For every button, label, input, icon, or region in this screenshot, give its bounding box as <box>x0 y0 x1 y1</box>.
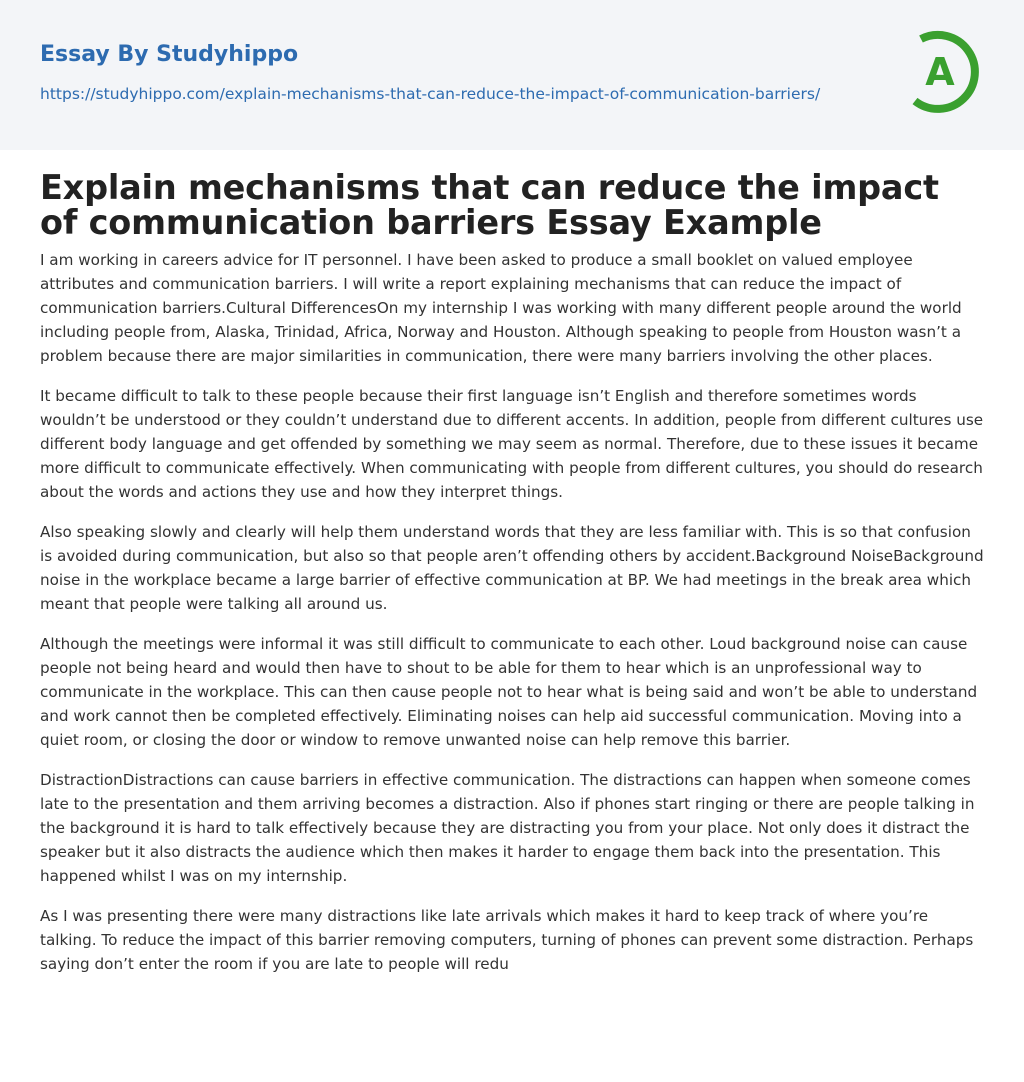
essay-paragraph: I am working in careers advice for IT personnel. I have been asked to produce a small booklet on valued employee attributes and communication barriers. I will write a report explaining mechanisms that can reduce the impact of communication barriers.Cultural DifferencesOn my internship I was working with many different people around the world including people from, Alaska, Trinidad, Africa, Norway and Houston. Although speaking to people from Houston wasn’t a problem because there are major similarities in communication, there were many barriers involving the other places. <box>40 251 962 365</box>
essay-paragraph: It became difficult to talk to these people because their first language isn’t English and therefore sometimes words wouldn’t be understood or they couldn’t understand due to different accents. In addition, people from different cultures use different body language and get offended by something we may seem as normal. Therefore, due to these issues it became more difficult to communicate effectively. When communicating with people from different cultures, you should do research about the words and actions they use and how they interpret things. <box>40 387 984 501</box>
article <box>40 170 986 992</box>
site-title[interactable]: Essay By Studyhippo <box>40 42 299 67</box>
logo-ring-icon <box>904 28 988 116</box>
essay-paragraph: DistractionDistractions can cause barriers in effective communication. The distractions can happen when someone comes late to the presentation and them arriving becomes a distraction. Also if phones start ringing or there are people talking in the background it is hard to talk effectively because they are distracting you from your place. Not only does it distract the speaker but it also distracts the audience which then makes it harder to engage them back into the presentation. This happened whilst I was on my internship. <box>40 771 975 885</box>
essay-paragraph: Although the meetings were informal it was still difficult to communicate to each other. Loud background noise can cause people not being heard and would then have to shout to be able for them to hear which is an unprofessional way to communicate in the workplace. This can then cause people not to hear what is being said and won’t be able to understand and work cannot then be completed effectively. Eliminating noises can help aid successful communication. Moving into a quiet room, or closing the door or window to remove unwanted noise can help remove this barrier. <box>40 635 978 749</box>
logo-letter: A <box>925 50 955 94</box>
studyhippo-logo-icon[interactable] <box>904 28 988 116</box>
essay-paragraph: As I was presenting there were many distractions like late arrivals which makes it hard to keep track of where you’re talking. To reduce the impact of this barrier removing computers, turning of phones can prevent some distraction. Perhaps saying don’t enter the room if you are late to people will redu <box>40 907 974 973</box>
site-header <box>0 0 1024 150</box>
essay-url-link[interactable]: https://studyhippo.com/explain-mechanisms-that-can-reduce-the-impact-of-communication-barriers/ <box>40 85 821 103</box>
essay-paragraph: Also speaking slowly and clearly will help them understand words that they are less familiar with. This is so that confusion is avoided during communication, but also so that people aren’t offending others by accident.Background NoiseBackground noise in the workplace became a large barrier of effective communication at BP. We had meetings in the break area which meant that people were talking all around us. <box>40 523 984 613</box>
essay-title: Explain mechanisms that can reduce the impact of communication barriers Essay Example <box>40 168 939 242</box>
